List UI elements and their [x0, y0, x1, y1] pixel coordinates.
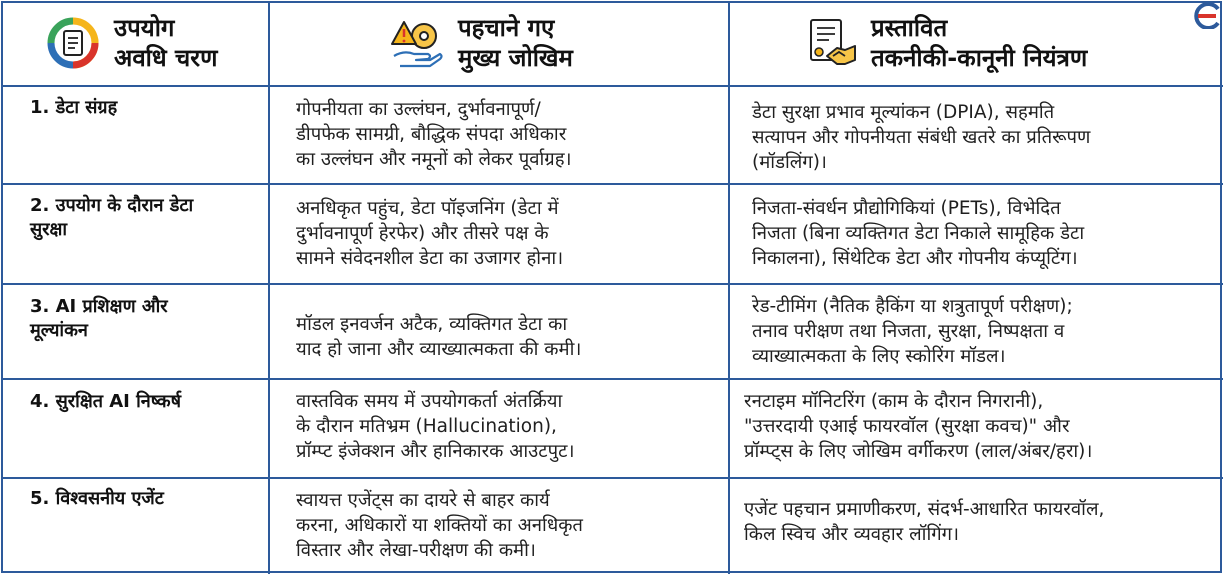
row-divider	[1, 477, 1223, 479]
row-divider	[1, 183, 1223, 185]
risk-line: दुर्भावनापूर्ण हेरफेर) और तीसरे पक्ष के	[296, 223, 549, 244]
risk-cell	[296, 488, 583, 563]
risk-line: के दौरान मतिभ्रम (Hallucination),	[296, 416, 557, 437]
header-proposed-controls	[803, 1, 1087, 85]
stage-line: 3. AI प्रशिक्षण और	[30, 296, 168, 317]
stage-line: 4. सुरक्षित AI निष्कर्ष	[30, 391, 182, 412]
control-line: सत्यापन और गोपनीयता संबंधी खतरे का प्रतिरूपण	[752, 127, 1091, 148]
control-line: निजता (बिना व्यक्तिगत डेटा निकाले सामूहिक डेटा	[752, 223, 1085, 244]
header-line: पहचाने गए	[458, 14, 555, 42]
risk-cell	[296, 196, 563, 271]
header-key-risks	[390, 1, 573, 85]
control-cell	[744, 389, 1092, 464]
control-line: रेड-टीमिंग (नैतिक हैकिंग या शत्रुतापूर्ण परीक्षण);	[752, 296, 1073, 317]
risk-line: प्रॉम्प्ट इंजेक्शन और हानिकारक आउटपुट।	[296, 441, 575, 462]
stage-line: 2. उपयोग के दौरान डेटा	[30, 195, 194, 216]
stage-line: मूल्यांकन	[30, 320, 88, 341]
control-cell	[744, 497, 1104, 547]
risk-line: मॉडल इनवर्जन अटैक, व्यक्तिगत डेटा का	[296, 314, 568, 335]
row-divider	[1, 283, 1223, 285]
stage-cell	[30, 487, 164, 511]
risk-line: डीपफेक सामग्री, बौद्धिक संपदा अधिकार	[296, 124, 567, 145]
stage-cell	[30, 295, 168, 343]
stage-cell	[30, 194, 193, 242]
risk-line: करना, अधिकारों या शक्तियों का अनधिकृत	[296, 515, 583, 536]
control-line: व्याख्यात्मकता के लिए स्कोरिंग मॉडल।	[752, 346, 1006, 367]
header-line: तकनीकी-कानूनी नियंत्रण	[871, 44, 1088, 72]
risk-cell	[296, 389, 574, 464]
stage-cell	[30, 390, 181, 414]
stage-cell	[30, 96, 117, 120]
control-cell	[752, 196, 1084, 271]
legal-document-handshake-icon	[803, 16, 857, 70]
risk-line: अनधिकृत पहुंच, डेटा पॉइजनिंग (डेटा में	[296, 198, 559, 219]
control-line: तनाव परीक्षण तथा निजता, सुरक्षा, निष्पक्षता व	[752, 321, 1065, 342]
risk-line: सामने संवेदनशील डेटा का उजागर होना।	[296, 248, 564, 269]
control-line: निजता-संवर्धन प्रौद्योगिकियां (PETs), विभेदित	[752, 198, 1061, 219]
risk-cell	[296, 312, 581, 362]
control-line: किल स्विच और व्यवहार लॉगिंग।	[744, 524, 960, 545]
risk-line: याद हो जाना और व्याख्यात्मकता की कमी।	[296, 339, 582, 360]
risk-line: का उल्लंघन और नमूनों को लेकर पूर्वाग्रह।	[296, 149, 572, 170]
control-line: (मॉडलिंग)।	[752, 152, 827, 173]
row-divider	[1, 378, 1223, 380]
header-line: उपयोग	[114, 14, 175, 42]
header-line: मुख्य जोखिम	[458, 44, 573, 72]
risk-line: वास्तविक समय में उपयोगकर्ता अंतर्क्रिया	[296, 391, 563, 412]
header-line: अवधि चरण	[114, 44, 218, 72]
control-line: "उत्तरदायी एआई फायरवॉल (सुरक्षा कवच)" और	[744, 416, 1070, 437]
document-cycle-icon	[46, 16, 100, 70]
header-usage-stage	[46, 1, 217, 85]
control-line: निकालना), सिंथेटिक डेटा और गोपनीय कंप्यूटिंग।	[752, 248, 1078, 269]
control-line: प्रॉम्प्ट्स के लिए जोखिम वर्गीकरण (लाल/अंबर/हरा)।	[744, 441, 1093, 462]
header-line: प्रस्तावित	[871, 14, 948, 42]
stage-line: 1. डेटा संग्रह	[30, 97, 118, 118]
stage-line: सुरक्षा	[30, 219, 68, 240]
stage-line: 5. विश्वसनीय एजेंट	[30, 488, 164, 509]
control-cell	[752, 294, 1073, 369]
brand-logo-icon	[1190, 3, 1222, 29]
risk-warning-gear-icon	[390, 16, 444, 70]
risk-line: गोपनीयता का उल्लंघन, दुर्भावनापूर्ण/	[296, 99, 541, 120]
control-line: डेटा सुरक्षा प्रभाव मूल्यांकन (DPIA), सहमति	[752, 102, 1055, 123]
control-line: रनटाइम मॉनिटरिंग (काम के दौरान निगरानी),	[744, 391, 1044, 412]
risk-cell	[296, 97, 572, 172]
control-line: एजेंट पहचान प्रमाणीकरण, संदर्भ-आधारित फायरवॉल,	[744, 499, 1105, 520]
risk-line: स्वायत्त एजेंट्स का दायरे से बाहर कार्य	[296, 490, 550, 511]
control-cell	[752, 100, 1090, 175]
header-divider	[1, 85, 1223, 87]
risk-line: विस्तार और लेखा-परीक्षण की कमी।	[296, 540, 536, 561]
